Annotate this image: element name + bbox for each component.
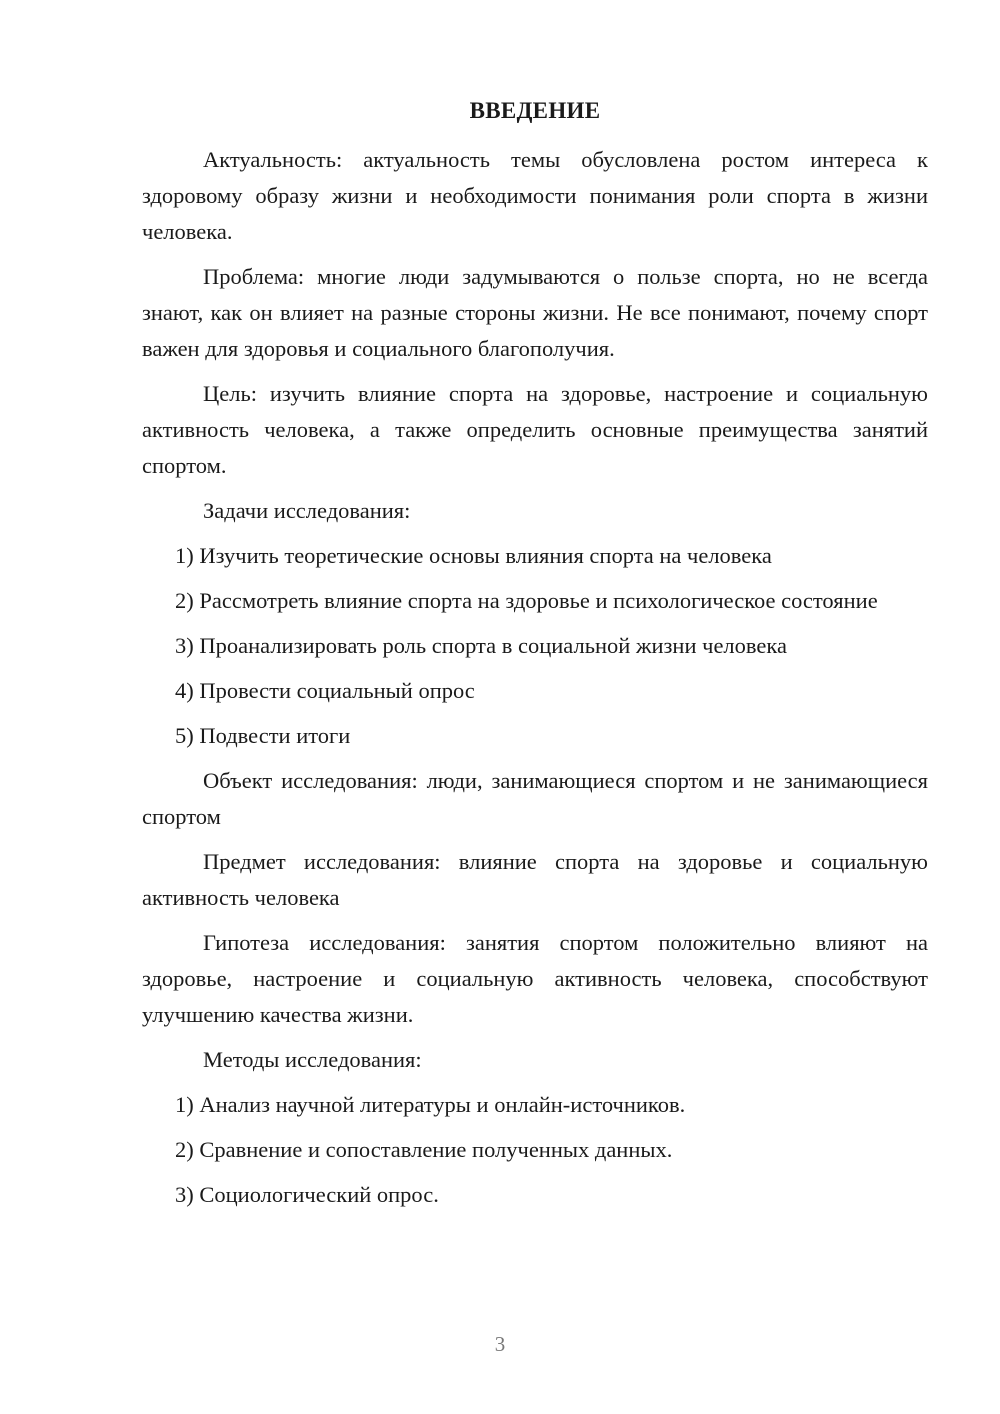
paragraph-relevance: Актуальность: актуальность темы обусловлена ростом интереса к здоровому образу жизни и необходимости понимания роли спорта в жизни человека. <box>142 147 928 244</box>
method-item: 3) Социологический опрос. <box>175 1182 439 1207</box>
paragraph-subject: Предмет исследования: влияние спорта на здоровье и социальную активность человека <box>142 849 928 910</box>
task-item: 4) Провести социальный опрос <box>175 678 475 703</box>
tasks-title: Задачи исследования: <box>203 498 411 523</box>
method-item: 2) Сравнение и сопоставление полученных данных. <box>175 1137 673 1162</box>
page-number: 3 <box>494 1332 506 1356</box>
task-item: 3) Проанализировать роль спорта в социальной жизни человека <box>175 633 787 658</box>
task-item: 1) Изучить теоретические основы влияния спорта на человека <box>175 543 772 568</box>
paragraph-goal: Цель: изучить влияние спорта на здоровье, настроение и социальную активность человека, а также определить основные преимущества занятий спортом. <box>142 381 928 478</box>
task-item: 5) Подвести итоги <box>175 723 351 748</box>
method-item: 1) Анализ научной литературы и онлайн-источников. <box>175 1092 686 1117</box>
paragraph-hypothesis: Гипотеза исследования: занятия спортом положительно влияют на здоровье, настроение и социальную активность человека, способствуют улучшению качества жизни. <box>142 930 928 1027</box>
task-item: 2) Рассмотреть влияние спорта на здоровье и психологическое состояние <box>175 588 878 613</box>
page-title: ВВЕДЕНИЕ <box>469 98 601 123</box>
document-body <box>142 142 928 1222</box>
methods-title: Методы исследования: <box>203 1047 422 1072</box>
paragraph-problem: Проблема: многие люди задумываются о пользе спорта, но не всегда знают, как он влияет на разные стороны жизни. Не все понимают, почему спорт важен для здоровья и социального благополучия. <box>142 264 928 361</box>
paragraph-object: Объект исследования: люди, занимающиеся спортом и не занимающиеся спортом <box>142 768 928 829</box>
